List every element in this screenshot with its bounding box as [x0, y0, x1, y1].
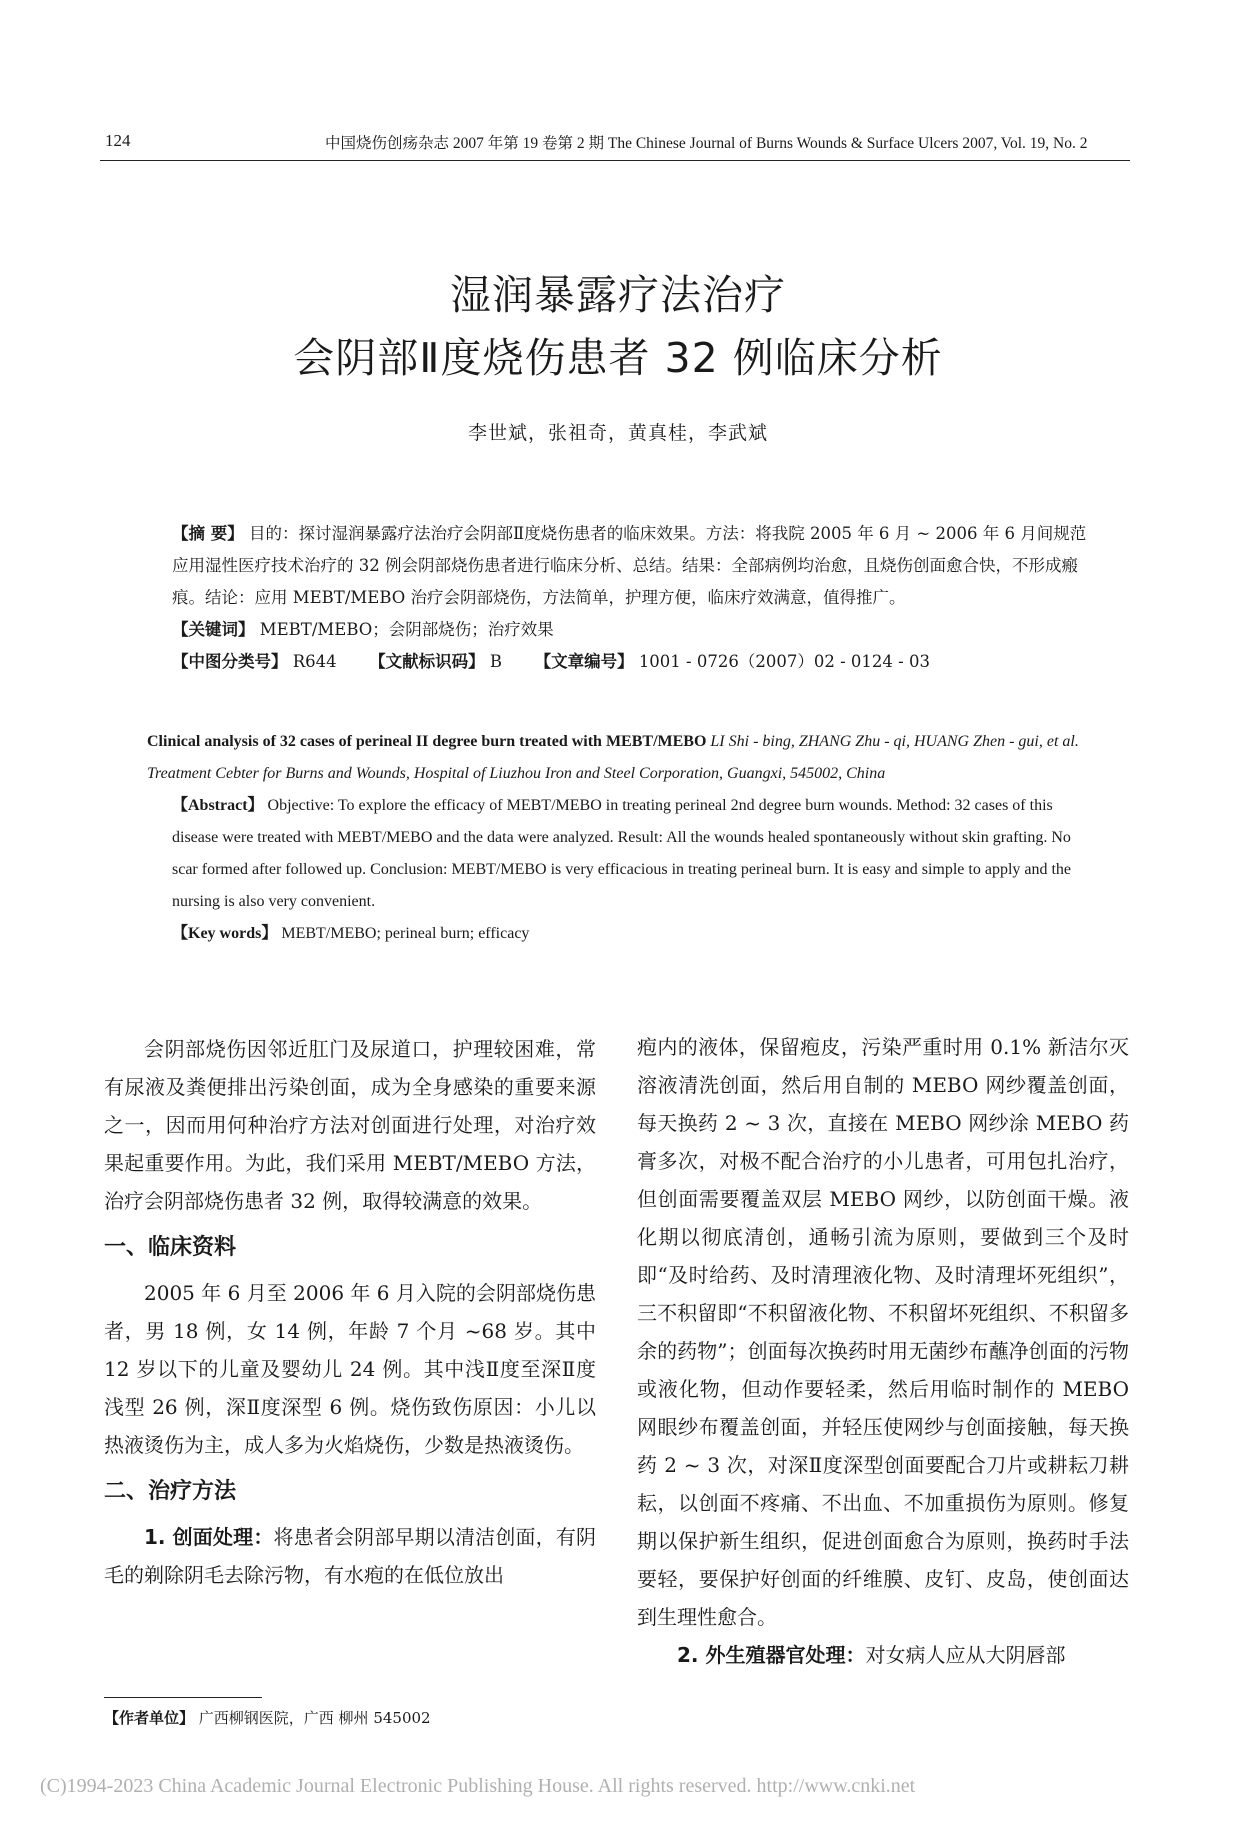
classification-line	[172, 646, 1090, 678]
english-abstract-label: 【Abstract】	[172, 797, 264, 814]
chinese-abstract	[172, 518, 1090, 678]
wound-treatment-lead: 1. 创面处理：	[144, 1525, 274, 1549]
english-keywords-text: MEBT/MEBO; perineal burn; efficacy	[277, 925, 530, 942]
english-title-paragraph	[147, 726, 1090, 790]
author-list: 李世斌，张祖奇，黄真桂，李武斌	[467, 422, 768, 444]
clinical-data-paragraph: 2005 年 6 月至 2006 年 6 月入院的会阴部烧伤患者，男 18 例，女 14 例，年龄 7 个月 ~68 岁。其中 12 岁以下的儿童及婴幼儿 24 例。其中浅Ⅱ度至深Ⅱ度浅型 26 例，深Ⅱ度深型 6 例。烧伤致伤原因：小儿以热液烫伤为主，成人多为火焰烧伤，少数是热液烫伤。	[104, 1281, 596, 1457]
english-abstract	[147, 726, 1090, 950]
footnote-text: 广西柳钢医院，广西 柳州 545002	[194, 1709, 431, 1727]
page-number: 124	[105, 131, 131, 150]
article-number-label: 【文章编号】	[534, 652, 634, 671]
copyright-notice: (C)1994-2023 China Academic Journal Electronic Publishing House. All rights reserved. http://www.cnki.net	[40, 1775, 916, 1797]
article-title-line2: 会阴部Ⅱ度烧伤患者 32 例临床分析	[293, 334, 943, 382]
keywords-line	[172, 614, 1090, 646]
english-keywords-line	[147, 918, 1090, 950]
genital-treatment-paragraph	[637, 1636, 1129, 1674]
intro-paragraph: 会阴部烧伤因邻近肛门及尿道口，护理较困难，常有尿液及粪便排出污染创面，成为全身感染的重要来源之一，因而用何种治疗方法对创面进行处理，对治疗效果起重要作用。为此，我们采用 MEBT/MEBO 方法，治疗会阴部烧伤患者 32 例，取得较满意的效果。	[104, 1037, 596, 1213]
genital-treatment-lead: 2. 外生殖器官处理：	[677, 1643, 866, 1667]
article-number-value: 1001 - 0726（2007）02 - 0124 - 03	[638, 652, 930, 671]
wound-treatment-continued: 疱内的液体，保留疱皮，污染严重时用 0.1% 新洁尔灭溶液清洗创面，然后用自制的 MEBO 网纱覆盖创面，每天换药 2 ~ 3 次，直接在 MEBO 网纱涂 MEBO 药膏多次，对极不配合治疗的小儿患者，可用包扎治疗，但创面需要覆盖双层 MEBO 网纱，以防创面干燥。液化期以彻底清创，通畅引流为原则，要做到三个及时即“及时给药、及时清理液化物、及时清理坏死组织”，三不积留即“不积留液化物、不积留坏死组织、不积留多余的药物”；创面每次换药时用无菌纱布蘸净创面的污物或液化物，但动作要轻柔，然后用临时制作的 MEBO 网眼纱布覆盖创面，并轻压使网纱与创面接触，每天换药 2 ~ 3 次，对深Ⅱ度深型创面要配合刀片或耕耘刀耕耘，以创面不疼痛、不出血、不加重损伤为原则。修复期以保护新生组织，促进创面愈合为原则，换药时手法要轻，要保护好创面的纤维膜、皮钉、皮岛，使创面达到生理性愈合。	[637, 1035, 1129, 1629]
journal-header: 中国烧伤创疡杂志 2007 年第 19 卷第 2 期 The Chinese Journal of Burns Wounds & Surface Ulcers 2007, Vol. 19, No. 2	[325, 135, 1088, 152]
class-value: R644	[292, 652, 337, 671]
author-affiliation-footnote	[104, 1707, 431, 1728]
doc-code-label: 【文献标识码】	[369, 652, 485, 671]
abstract-text: 目的：探讨湿润暴露疗法治疗会阴部Ⅱ度烧伤患者的临床效果。方法：将我院 2005 年 6 月 ~ 2006 年 6 月间规范应用湿性医疗技术治疗的 32 例会阴部烧伤患者进行临床分析、总结。结果：全部病例均治愈，且烧伤创面愈合快，不形成瘢痕。结论：应用 MEBT/MEBO 治疗会阴部烧伤，方法简单，护理方便，临床疗效满意，值得推广。	[172, 524, 1087, 607]
footnote-label: 【作者单位】	[104, 1709, 195, 1727]
keywords-label: 【关键词】	[172, 620, 255, 639]
english-authors: LI Shi - bing, ZHANG Zhu - qi, HUANG Zhen - gui, et al. Treatment Cebter for Burns and Wounds, Hospital of Liuzhou Iron and Steel Corporation, Guangxi, 545002, China	[147, 733, 1079, 782]
english-abstract-text: Objective: To explore the efficacy of MEBT/MEBO in treating perineal 2nd degree burn wounds. Method: 32 cases of this disease were treated with MEBT/MEBO and the data were analyzed. Result: All the wounds healed spontaneously without skin grafting. No scar formed after followed up. Conclusion: MEBT/MEBO is very efficacious in treating perineal burn. It is easy and simple to apply and the nursing is also very convenient.	[172, 797, 1072, 910]
article-title-line1: 湿润暴露疗法治疗	[450, 271, 786, 319]
class-label: 【中图分类号】	[172, 652, 288, 671]
keywords-text: MEBT/MEBO；会阴部烧伤；治疗效果	[254, 620, 554, 639]
english-title: Clinical analysis of 32 cases of perineal II degree burn treated with MEBT/MEBO	[147, 733, 707, 750]
body-left-column	[104, 1030, 596, 1594]
wound-treatment-paragraph	[104, 1518, 596, 1594]
wound-treatment-text: 将患者会阴部早期以清洁创面，有阴毛的剃除阴毛去除污物，有水疱的在低位放出	[104, 1525, 596, 1587]
english-abstract-paragraph	[147, 790, 1090, 918]
header-rule	[100, 160, 1130, 161]
section-heading-treatment: 二、治疗方法	[104, 1479, 237, 1504]
abstract-paragraph	[172, 518, 1090, 614]
abstract-label: 【摘 要】	[172, 524, 244, 543]
section-heading-clinical-data: 一、临床资料	[104, 1235, 237, 1260]
english-keywords-label: 【Key words】	[172, 925, 278, 942]
body-right-column	[637, 1028, 1129, 1674]
doc-code-value: B	[489, 652, 503, 671]
footnote-rule	[104, 1697, 262, 1698]
genital-treatment-text: 对女病人应从大阴唇部	[865, 1643, 1066, 1667]
